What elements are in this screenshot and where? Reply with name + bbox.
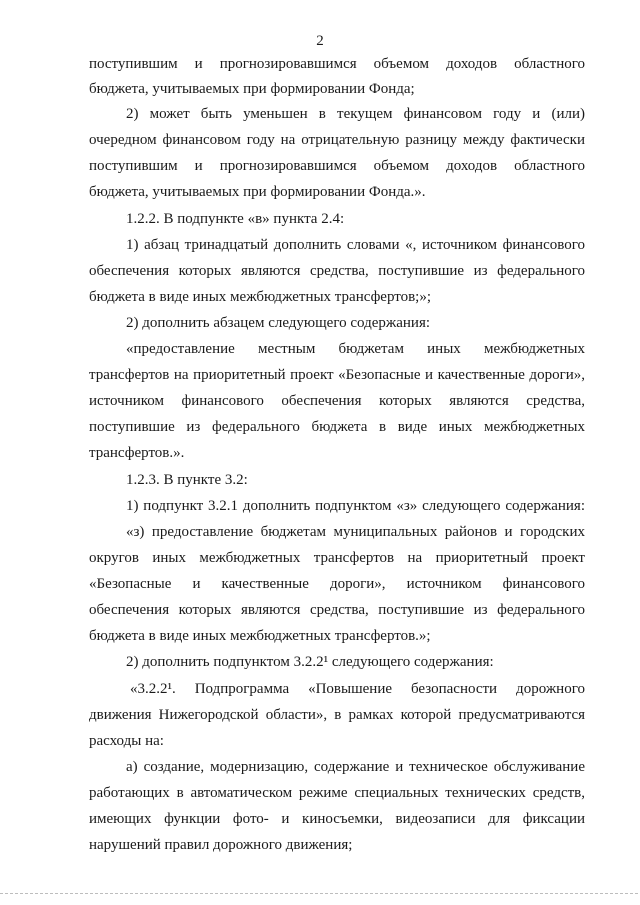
text-line: а) создание, модернизацию, содержание и техническое обслуживание — [126, 759, 585, 775]
scan-edge-line — [0, 893, 640, 894]
text-line: поступившие из федерального бюджета в виде иных межбюджетных — [89, 419, 585, 435]
text-line: источником финансового обеспечения которых являются средства, — [89, 393, 585, 409]
text-line: бюджета, учитываемых при формировании Фонда.». — [89, 184, 426, 200]
text-line: поступившим и прогнозировавшимся объемом доходов областного — [89, 56, 585, 72]
text-line: обеспечения которых являются средства, поступившие из федерального — [89, 602, 585, 618]
text-line: 1) абзац тринадцатый дополнить словами «, источником финансового — [126, 237, 585, 253]
text-line: «3.2.2¹. Подпрограмма «Повышение безопасности дорожного — [130, 681, 585, 697]
text-line: 1) подпункт 3.2.1 дополнить подпунктом «з» следующего содержания: — [126, 498, 585, 514]
text-line: 2) дополнить подпунктом 3.2.2¹ следующего содержания: — [126, 654, 494, 670]
text-line: округов иных межбюджетных трансфертов на приоритетный проект — [89, 550, 585, 566]
text-line: трансфертов на приоритетный проект «Безопасные и качественные дороги», — [89, 367, 585, 383]
text-line: нарушений правил дорожного движения; — [89, 837, 353, 853]
text-line: расходы на: — [89, 733, 164, 749]
text-line: очередном финансовом году на отрицательную разницу между фактически — [89, 132, 585, 148]
text-line: «Безопасные и качественные дороги», источником финансового — [89, 576, 585, 592]
page-number: 2 — [316, 33, 324, 49]
text-line: 2) может быть уменьшен в текущем финансовом году и (или) — [126, 106, 585, 122]
text-line: 2) дополнить абзацем следующего содержания: — [126, 315, 431, 331]
text-line: поступившим и прогнозировавшимся объемом доходов областного — [89, 158, 585, 174]
text-line: «предоставление местным бюджетам иных межбюджетных — [126, 341, 585, 357]
text-line: работающих в автоматическом режиме специальных технических средств, — [89, 785, 585, 801]
text-line: бюджета в виде иных межбюджетных трансфертов;»; — [89, 289, 432, 305]
text-line: 1.2.2. В подпункте «в» пункта 2.4: — [126, 211, 345, 227]
text-line: движения Нижегородской области», в рамках которой предусматриваются — [89, 707, 585, 723]
text-line: «з) предоставление бюджетам муниципальных районов и городских — [126, 524, 585, 540]
text-line: имеющих функции фото- и киносъемки, видеозаписи для фиксации — [89, 811, 585, 827]
text-line: бюджета в виде иных межбюджетных трансфертов.»; — [89, 628, 431, 644]
text-line: трансфертов.». — [89, 445, 185, 461]
text-line: обеспечения которых являются средства, поступившие из федерального — [89, 263, 585, 279]
text-line: 1.2.3. В пункте 3.2: — [126, 472, 248, 488]
text-line: бюджета, учитываемых при формировании Фонда; — [89, 81, 415, 97]
